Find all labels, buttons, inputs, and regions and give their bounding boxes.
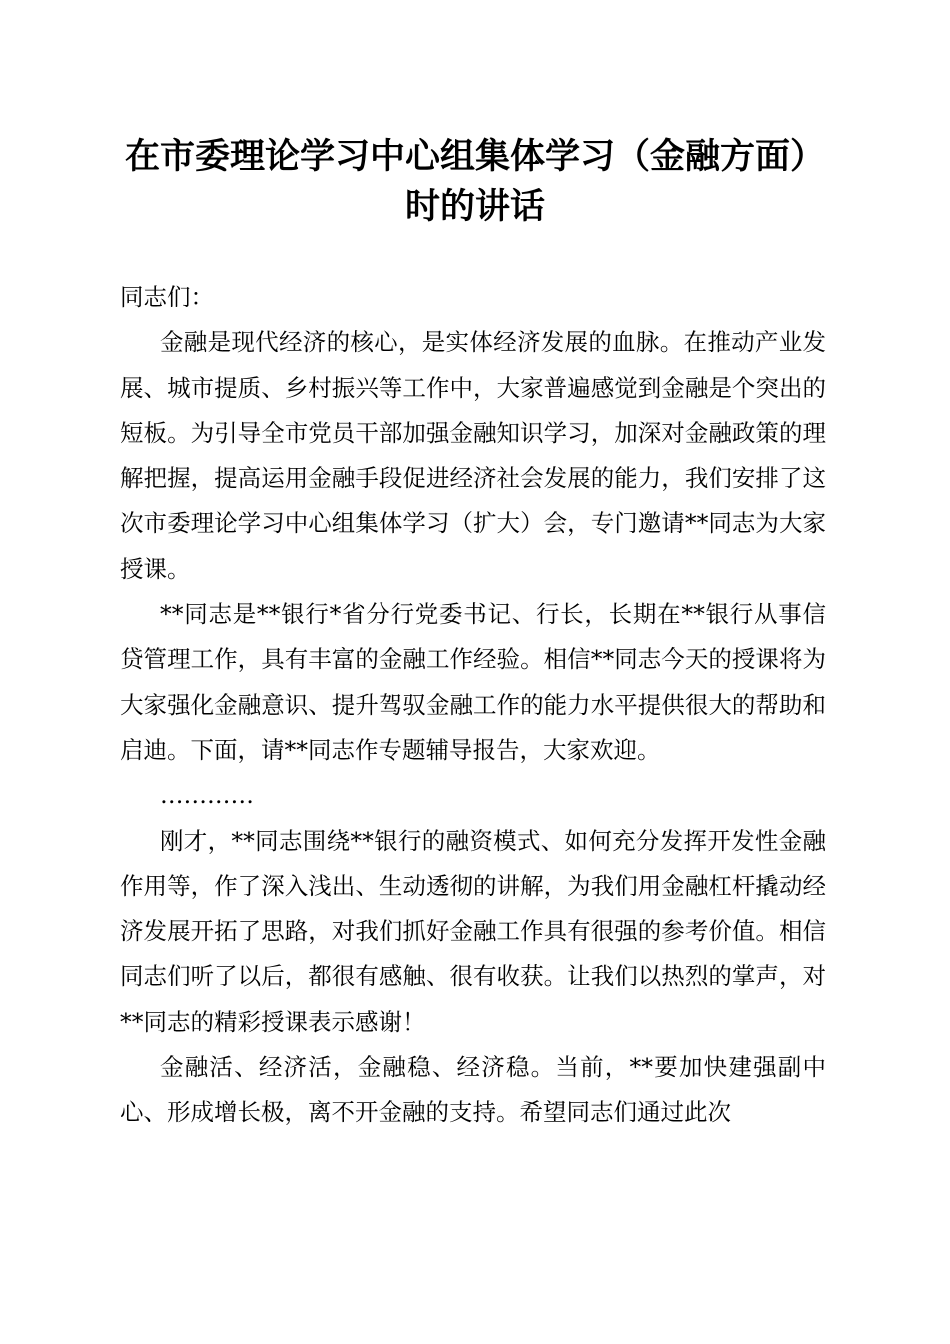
paragraph-intro: 金融是现代经济的核心，是实体经济发展的血脉。在推动产业发展、城市提质、乡村振兴等工作中，大家普遍感觉到金融是个突出的短板。为引导全市党员干部加强金融知识学习，加深对金融政策的理解把握，提高运用金融手段促进经济社会发展的能力，我们安排了这次市委理论学习中心组集体学习（扩大）会，专门邀请**同志为大家授课。	[120, 328, 826, 583]
salutation: 同志们：	[120, 283, 214, 311]
paragraph-summary: 刚才，**同志围绕**银行的融资模式、如何充分发挥开发性金融作用等，作了深入浅出、生动透彻的讲解，为我们用金融杠杆撬动经济发展开拓了思路，对我们抓好金融工作具有很强的参考价值。相信同志们听了以后，都很有感触、很有收获。让我们以热烈的掌声，对**同志的精彩授课表示感谢！	[120, 826, 826, 1036]
paragraph-speaker-introduction: **同志是**银行*省分行党委书记、行长，长期在**银行从事信贷管理工作，具有丰富的金融工作经验。相信**同志今天的授课将为大家强化金融意识、提升驾驭金融工作的能力水平提供很大的帮助和启迪。下面，请**同志作专题辅导报告，大家欢迎。	[120, 600, 826, 764]
ellipsis-separator: …………	[160, 781, 254, 810]
document-title	[100, 132, 850, 232]
paragraph-closing: 金融活、经济活，金融稳、经济稳。当前，**要加快建强副中心、形成增长极，离不开金融的支持。希望同志们通过此次	[120, 1053, 826, 1127]
document-body	[120, 275, 826, 1136]
title-line-1: 在市委理论学习中心组集体学习（金融方面）	[124, 136, 825, 177]
title-line-2: 时的讲话	[404, 186, 545, 227]
